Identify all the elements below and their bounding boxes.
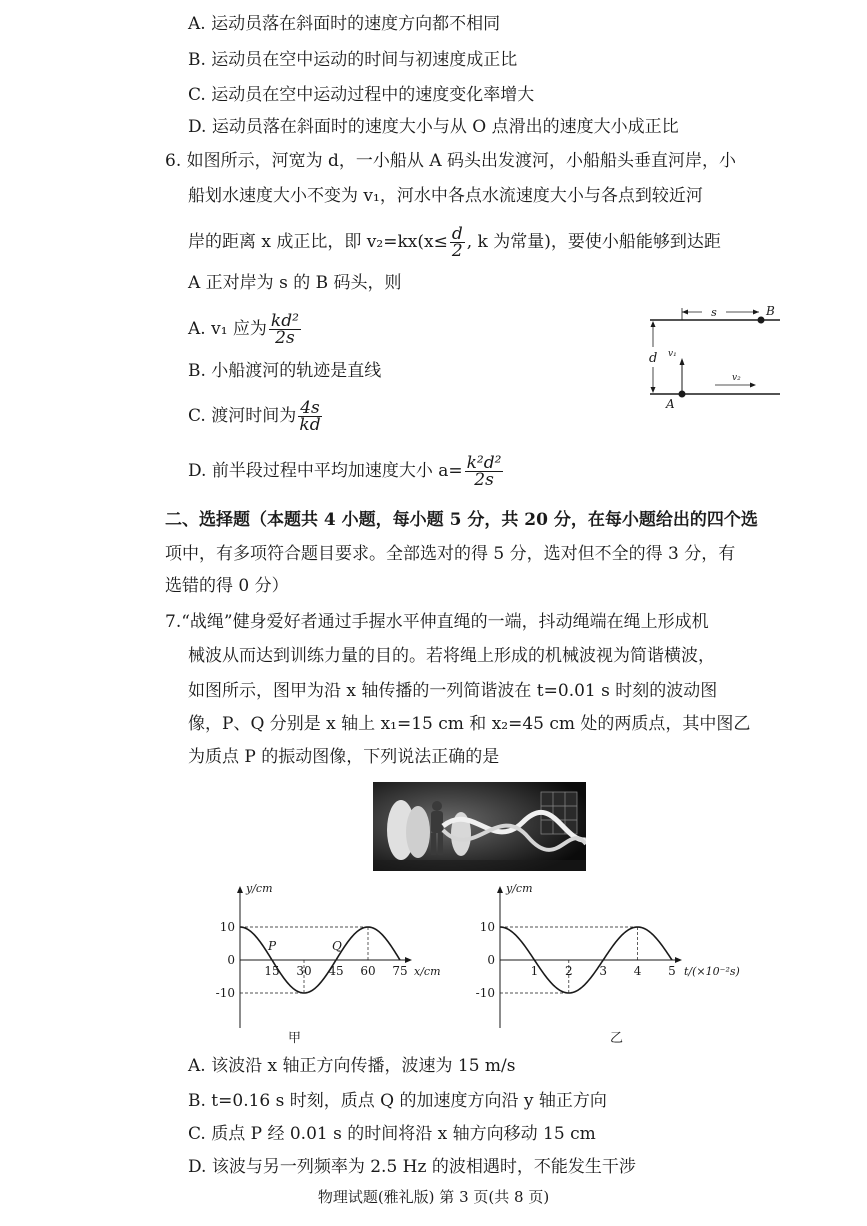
jia-x-tick-label: 75 — [392, 964, 408, 978]
q6-option-d-fraction — [465, 455, 504, 488]
frac-num: 4s — [300, 398, 320, 418]
label-d: d — [649, 351, 658, 366]
q7-stem-line-4: 像，P、Q 分别是 x 轴上 x₁=15 cm 和 x₂=45 cm 处的两质点，其中图乙 — [188, 714, 751, 734]
jia-point-label: P — [268, 939, 277, 953]
q7-stem-line-3: 如图所示，图甲为沿 x 轴传播的一列简谐波在 t=0.01 s 时刻的波动图 — [188, 681, 718, 701]
q7-stem-line-1: 7.“战绳”健身爱好者通过手握水平伸直绳的一端，抖动绳端在绳上形成机 — [165, 612, 709, 632]
frac-num: k²d² — [466, 453, 502, 473]
q5-option-b: B. 运动员在空中运动的时间与初速度成正比 — [188, 50, 518, 70]
q5-option-a: A. 运动员落在斜面时的速度方向都不相同 — [188, 14, 501, 34]
frac-num: kd² — [270, 311, 299, 331]
label-s: s — [711, 306, 717, 319]
jia-x-tick-label: 45 — [328, 964, 344, 978]
v2-arrowhead — [750, 383, 756, 388]
q6-stem-line-2: 船划水速度大小不变为 v₁，河水中各点水流速度大小与各点到较近河 — [188, 186, 703, 206]
yi-x-arrowhead — [675, 957, 682, 963]
q7-stem-line-2: 械波从而达到训练力量的目的。若将绳上形成的机械波视为简谐横波， — [188, 646, 715, 666]
section2-line-3: 选错的得 0 分） — [165, 576, 289, 596]
yi-x-tick-label: 5 — [668, 964, 676, 978]
q5-option-c: C. 运动员在空中运动过程中的速度变化率增大 — [188, 85, 535, 105]
jia-x-arrowhead — [405, 957, 412, 963]
label-v2: v₂ — [732, 373, 741, 383]
section2-line-1: 二、选择题（本题共 4 小题，每小题 5 分，共 20 分，在每小题给出的四个选 — [165, 510, 758, 530]
yi-x-tick-label: 1 — [530, 964, 539, 978]
jia-x-tick-label: 60 — [360, 964, 376, 978]
jia-y-tick-label: 10 — [219, 920, 235, 934]
s-arrowhead-right — [753, 310, 759, 315]
v1-arrowhead — [680, 358, 685, 365]
jia-point-label: Q — [332, 939, 342, 953]
q6-option-c — [188, 400, 324, 433]
frac-den: 2 — [451, 241, 463, 261]
jia-y-tick-label: 0 — [227, 953, 235, 967]
yi-x-axis-label: t/(×10⁻²s) — [684, 965, 740, 978]
q7-option-a: A. 该波沿 x 轴正方向传播，波速为 15 m/s — [188, 1056, 516, 1076]
q6-option-a-fraction — [269, 313, 301, 346]
yi-y-tick-label: 0 — [487, 953, 495, 967]
q6-option-c-text: C. 渡河时间为 — [188, 406, 297, 426]
q6-stem-line-4: A 正对岸为 s 的 B 码头，则 — [188, 273, 402, 293]
q7-option-d: D. 该波与另一列频率为 2.5 Hz 的波相遇时，不能发生干涉 — [188, 1157, 636, 1177]
jia-y-axis-label: y/cm — [246, 882, 273, 895]
yi-title: 乙 — [610, 1031, 624, 1046]
jia-y-tick-label: -10 — [215, 986, 235, 1000]
label-a: A — [666, 397, 675, 410]
yi-x-tick-label: 4 — [633, 964, 642, 978]
q6-option-b: B. 小船渡河的轨迹是直线 — [188, 361, 382, 381]
q7-stem-line-5: 为质点 P 的振动图像，下列说法正确的是 — [188, 747, 500, 767]
yi-y-arrowhead — [497, 886, 503, 893]
battle-rope-photo — [373, 782, 586, 871]
yi-x-tick-label: 2 — [564, 964, 573, 978]
jia-x-tick-label: 30 — [296, 964, 312, 978]
wave-graph-jia — [210, 880, 450, 1050]
d-arrowhead-up — [651, 321, 656, 327]
label-b: B — [766, 304, 775, 318]
yi-y-axis-label: y/cm — [506, 882, 533, 895]
point-b-dot — [758, 317, 765, 324]
jia-y-arrowhead — [237, 886, 243, 893]
q6-stem-line-1: 6. 如图所示，河宽为 d，一小船从 A 码头出发渡河，小船船头垂直河岸，小 — [165, 151, 736, 171]
q7-option-c: C. 质点 P 经 0.01 s 的时间将沿 x 轴方向移动 15 cm — [188, 1124, 596, 1144]
q6-option-a — [188, 313, 303, 346]
q6-stem-line-3-b: , k 为常量)，要使小船能够到达距 — [466, 232, 721, 252]
rope-coil-2 — [406, 806, 430, 858]
q5-option-d: D. 运动员落在斜面时的速度大小与从 O 点滑出的速度大小成正比 — [188, 117, 679, 137]
jia-title: 甲 — [288, 1031, 302, 1046]
yi-x-tick-label: 3 — [599, 964, 608, 978]
floor — [373, 860, 586, 871]
q6-option-c-fraction — [298, 400, 322, 433]
jia-x-tick-label: 15 — [264, 964, 280, 978]
q6-option-a-text: A. v₁ 应为 — [188, 319, 267, 339]
label-v1: v₁ — [668, 349, 677, 359]
section2-line-2: 项中，有多项符合题目要求。全部选对的得 5 分，选对但不全的得 3 分，有 — [165, 544, 736, 564]
q6-option-d-text: D. 前半段过程中平均加速度大小 a= — [188, 461, 463, 481]
q6-option-d — [188, 455, 505, 488]
page-footer: 物理试题(雅礼版) 第 3 页(共 8 页) — [317, 1188, 550, 1206]
yi-y-tick-label: -10 — [475, 986, 495, 1000]
q6-stem-line-3-a: 岸的距离 x 成正比，即 v₂=kx(x≤ — [188, 232, 448, 252]
frac-num: d — [451, 224, 463, 244]
q7-option-b: B. t=0.16 s 时刻，质点 Q 的加速度方向沿 y 轴正方向 — [188, 1091, 607, 1111]
vibration-graph-yi — [470, 880, 760, 1050]
s-arrowhead-left — [682, 310, 688, 315]
frac-den: kd — [299, 415, 321, 435]
river-crossing-diagram — [640, 298, 780, 410]
q6-stem-line-3 — [188, 226, 721, 259]
yi-y-tick-label: 10 — [479, 920, 495, 934]
point-a-dot — [679, 391, 686, 398]
d-arrowhead-down — [651, 387, 656, 393]
jia-x-axis-label: x/cm — [414, 965, 441, 978]
frac-den: 2s — [275, 328, 295, 348]
frac-den: 2s — [474, 470, 494, 490]
fraction-d-over-2 — [450, 226, 465, 259]
